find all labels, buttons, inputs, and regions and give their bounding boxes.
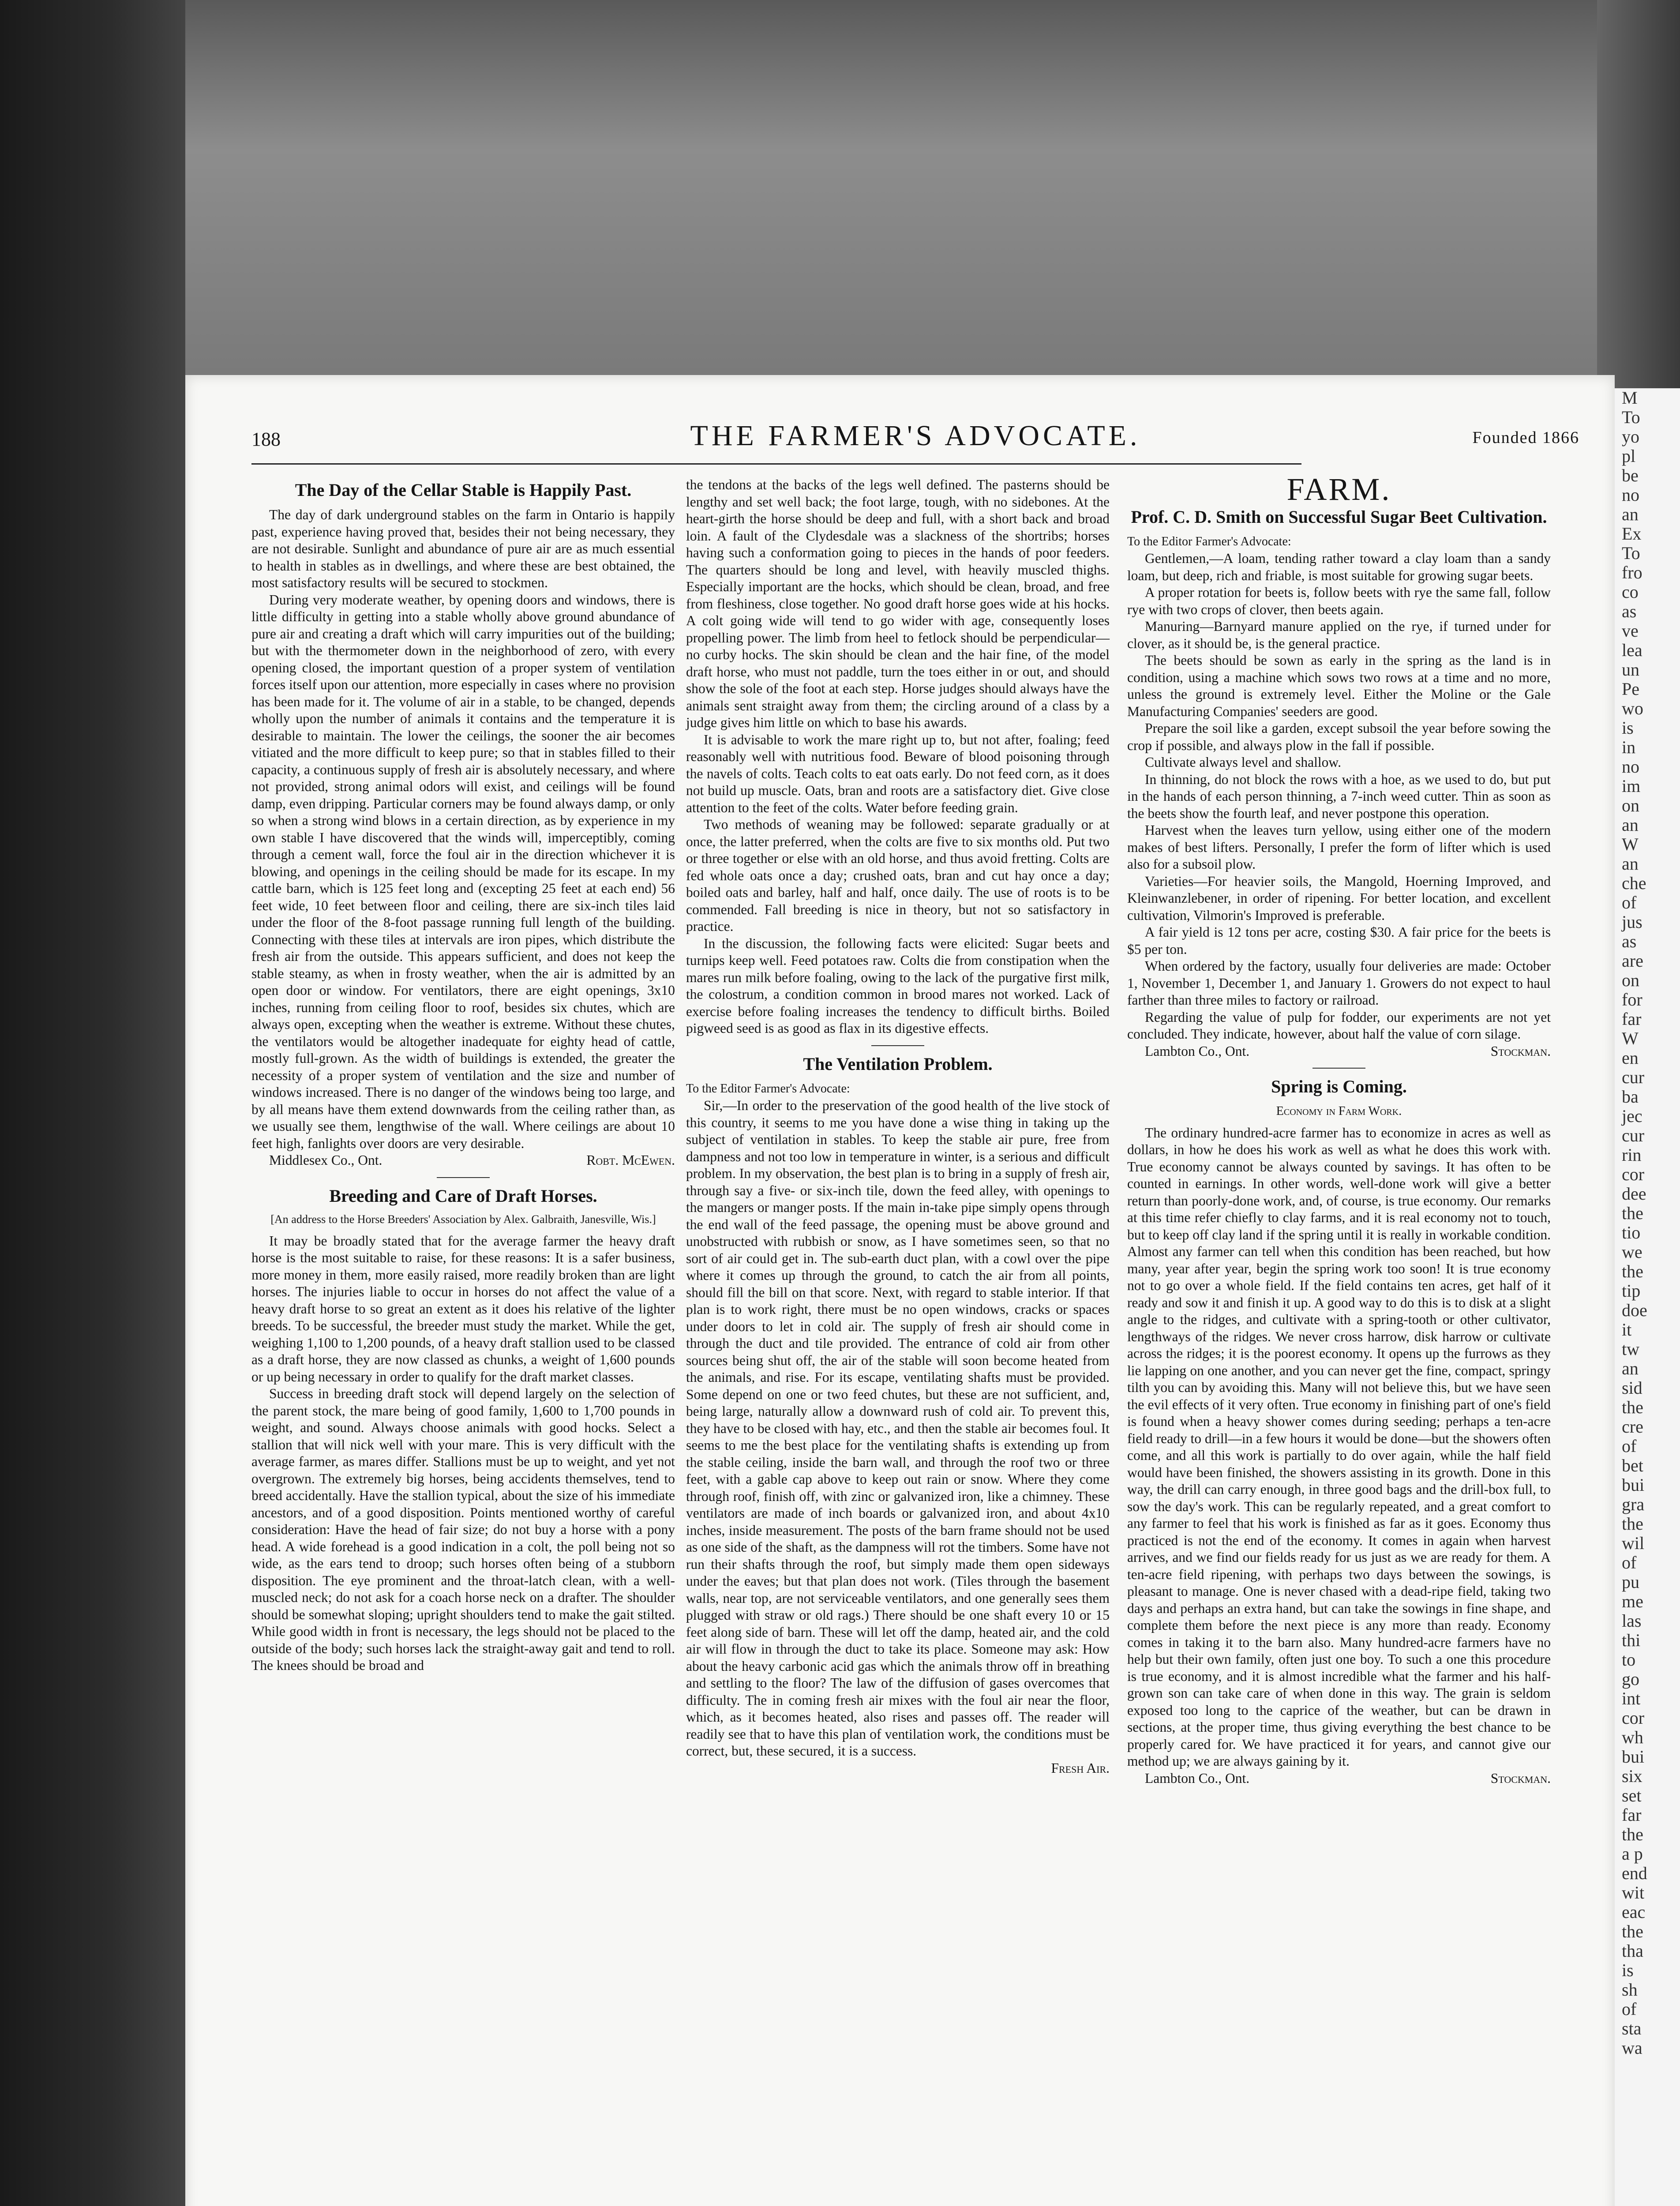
adjacent-page-fragment: en [1622,1048,1639,1068]
adjacent-page-fragment: on [1622,795,1639,815]
signature-line [251,1152,675,1169]
article-body-cellar-stable [251,506,675,1152]
page-number: 188 [251,428,281,450]
adjacent-page-fragment: wit [1622,1883,1645,1902]
article-body-sugar-beet [1127,550,1551,1043]
paragraph: Sir,—In order to the preservation of the good health of the live stock of this country, it seems to me you have done a wise thing in taking up the subject of ventilation in stables. To keep the stable air pure, free from dampness and not too low in temperature in winter, is a serious and difficult problem. In my observation, the best plan is to bring in a supply of fresh air, through say a five- or six-inch tile, down the feed alley, with openings to the mangers or manger posts. If the main in-take pipe simply opens through the end wall of the feed passage, the opening must be above ground and unobstructed with rubbish or snow, as I have sometimes seen, so that no sort of air could get in. The sub-earth duct plan, with a cowl over the pipe where it comes up through the ground, to catch the air from all points, should fill the bill on that score. Next, with regard to stable interior. If that plan is to work right, there must be no open windows, cracks or spaces under doors to let in cold air. The supply of fresh air should come in through the duct and tile provided. The entrance of cold air from other sources being shut off, the air of the stable will soon become heated from the animals, and rise. For its escape, ventilating shafts must be provided. Some depend on one or two feed chutes, but these are not sufficient, and, being large, naturally allow a downward rush of cold air. To prevent this, they have to be closed with hay, etc., and then the stable air becomes foul. It seems to me the best place for the ventilating shafts is extending up from the stable ceiling, inside the barn wall, and through the roof two or three feet, with a gable cap above to keep out rain or snow. Where they come through roof, finish off, with zinc or galvanized iron, like a chimney. These ventilators are made of inch boards or galvanized iron, and about 4x10 inches, inside measurement. The posts of the barn frame should not be used as one side of the shaft, as the dampness will rot the timbers. Some have not run their shafts through the roof, but simply made them open sideways under the eaves; but that plan does not work. (Tiles through the basement walls, near top, are not serviceable ventilators, and one generally sees them plugged with straw or old rags.) There should be one shaft every 10 or 15 feet along side of barn. These will let off the damp, heated air, and the cold air will flow in through the duct to take its place. Someone may ask: How about the heavy carbonic acid gas which the animals throw off in breathing and settling to the floor? The law of the diffusion of gases overcomes that difficulty. The in coming fresh air mixes with the foul air near the floor, which, as it becomes heated, also rises and passes off. The reader will readily see that to have this plan of ventilation work, the conditions must be correct, but, these secured, it is a success. [686,1098,1110,1759]
paragraph: Regarding the value of pulp for fodder, our experiments are not yet concluded. They indicate, however, about half the value of corn silage. [1127,1009,1551,1042]
signature-line [1127,1043,1551,1060]
letter-salutation: To the Editor Farmer's Advocate: [1127,534,1291,548]
adjacent-page-fragment: it [1622,1320,1632,1339]
adjacent-page-fragment: co [1622,582,1639,602]
paragraph: During very moderate weather, by opening doors and windows, there is little difficulty in getting into a stable wholly above ground abundance of pure air and creating a draft which will carry impurities out of the building; but with the thermometer down in the neighborhood of zero, with every opening closed, the important question of a proper system of ventilation forces itself upon our attention, more especially in cases where no provision has been made for it. The volume of air in a stable, to be changed, depends wholly upon the number of animals it contains and the temperature it is desirable to maintain. The lower the ceilings, the sooner the air becomes vitiated and the more difficult to keep pure; so that in stables filled to their capacity, a continuous supply of fresh air is absolutely necessary, and where not provided, strong animal odors will exist, and ceilings will be found damp, even dripping. Particular corners may be found always damp, or only so when a strong wind blows in a certain direction, as by experience in my own stable I have discovered that the winds will, imperceptibly, coming through a cement wall, force the foul air in the direction whichever it is blowing, and openings in the ceiling should be made for its escape. In my cattle barn, which is 125 feet long and (excepting 25 feet at each end) 56 feet wide, 10 feet between floor and ceiling, there are six-inch tiles laid under the floor of the 8-foot passage running full length of the building. Connecting with these tiles at intervals are iron pipes, which distribute the fresh air from the outside. This appears sufficient, and does not keep the stable steamy, as when in frosty weather, when the air is admitted by an open door or window. For ventilators, there are eight openings, 3x10 inches, running from ceiling floor to roof, besides six chutes, which are always open, excepting when the weather is extreme. Without these chutes, the ventilators would be altogether inadequate for eighty head of cattle, mostly full-grown. As the width of buildings is extended, the greater the necessity of a proper system of ventilation and the size and number of windows increased. There is no danger of the windows being too large, and by all means have them extend downwards from the ceiling rather than, as we usually see them, lengthwise of the wall. Where ceilings are about 10 feet high, fanlights over doors are very desirable. [251,592,675,1151]
adjacent-page-fragment: pu [1622,1572,1639,1592]
masthead: THE FARMER'S ADVOCATE. [690,420,1141,452]
adjacent-page-fragment: un [1622,660,1639,679]
adjacent-page-fragment: ba [1622,1087,1639,1107]
article-divider [437,1177,490,1178]
article-note: [An address to the Horse Breeders' Association by Alex. Galbraith, Janesville, Wis.] [270,1212,656,1226]
column-2 [686,476,1110,1777]
adjacent-page-fragment: in [1622,737,1636,757]
column-3 [1127,472,1551,1787]
adjacent-page-fragment: int [1622,1688,1641,1708]
adjacent-page-fragment: wa [1622,2038,1642,2058]
adjacent-page-fragment: cur [1622,1126,1645,1145]
adjacent-page-fragment: doe [1622,1300,1647,1320]
founded-date: Founded 1866 [1472,428,1579,447]
article-title-cellar-stable: The Day of the Cellar Stable is Happily Past. [295,480,632,500]
microfilm-border-top [0,0,1680,375]
adjacent-page-fragment: me [1622,1591,1643,1611]
adjacent-page-fragment: sid [1622,1378,1642,1398]
adjacent-page-fragment: the [1622,1261,1643,1281]
adjacent-page-fragment: tw [1622,1339,1639,1359]
adjacent-page-fragment: as [1622,931,1637,951]
adjacent-page-fragment: ve [1622,621,1639,641]
adjacent-page-fragment: the [1622,1203,1643,1223]
letter-salutation: To the Editor Farmer's Advocate: [686,1081,850,1095]
adjacent-page-fragment: tio [1622,1223,1641,1242]
adjacent-page-fragment: of [1622,1553,1637,1572]
paragraph: It may be broadly stated that for the average farmer the heavy draft horse is the most suitable to raise, for these reasons: It is a safer business, more money in them, more easily raised, more readily broken than are light horses. The injuries liable to occur in horses do not affect the value of a heavy draft horse to so great an extent as it does his relative of the lighter breeds. To be successful, the breeder must study the market. While the get, weighing 1,100 to 1,200 pounds, of a heavy draft stallion used to be classed as a draft horse, they are now classed as chunks, a weight of 1,600 pounds or up being necessary in order to qualify for the draft market classes. [251,1233,675,1384]
adjacent-page-fragment: an [1622,504,1639,524]
paragraph: In thinning, do not block the rows with a hoe, as we used to do, but put in the hands of each person thinning, a 7-inch weed cutter. Thin as soon as the beets show the fourth leaf, and never postpone this operation. [1127,771,1551,821]
adjacent-page-fragment: to [1622,1650,1636,1670]
signature-name: Robt. McEwen. [586,1152,675,1168]
adjacent-page-fragment: an [1622,854,1639,874]
adjacent-page-fragment: wil [1622,1533,1645,1553]
adjacent-page-fragment: is [1622,718,1634,738]
adjacent-page-fragment: are [1622,951,1643,971]
adjacent-page-fragment: Ex [1622,524,1642,544]
adjacent-page-fragment: of [1622,1999,1637,2019]
article-body-draft-horses-continued [686,476,1110,1037]
adjacent-page-fragment: jec [1622,1106,1642,1126]
paragraph: It is advisable to work the mare right up to, but not after, foaling; feed reasonably well with nutritious food. Beware of blood poisoning through the navels of colts. Teach colts to eat oats early. Do not feed corn, as it does not build up muscle. Oats, bran and roots are a satisfactory diet. Give close attention to the feet of the colts. Water before feeding grain. [686,732,1110,815]
paragraph: Harvest when the leaves turn yellow, using either one of the modern makes of best lifters. Personally, I prefer the form of lifter which is used also for a subsoil plow. [1127,822,1551,872]
signature-name: Fresh Air. [1051,1760,1110,1776]
paragraph: Prepare the soil like a garden, except subsoil the year before sowing the crop if possible, and always plow in the fall if possible. [1127,720,1551,753]
adjacent-page-fragment: To [1622,543,1640,563]
signature-place: Middlesex Co., Ont. [269,1152,382,1168]
article-title-draft-horses: Breeding and Care of Draft Horses. [329,1186,597,1206]
page-header [251,419,1579,459]
section-heading: FARM. [1286,472,1391,507]
adjacent-page-fragment: las [1622,1611,1642,1631]
signature-place: Lambton Co., Ont. [1145,1043,1250,1059]
adjacent-page-fragment: set [1622,1786,1642,1805]
adjacent-page-fragment: bui [1622,1475,1645,1495]
adjacent-page-fragment: six [1622,1766,1642,1786]
signature-name: Stockman. [1490,1770,1551,1786]
adjacent-page-fragment: W [1622,1028,1639,1048]
adjacent-page-fragment: of [1622,1436,1637,1456]
article-subtitle: Economy in Farm Work. [1276,1104,1402,1118]
adjacent-page-fragment: M [1622,388,1638,408]
adjacent-page-fragment: sta [1622,2018,1642,2038]
adjacent-page-fragment: cre [1622,1417,1643,1437]
adjacent-page-fragment: far [1622,1805,1642,1825]
adjacent-page-fragment: end [1622,1863,1647,1883]
adjacent-page-fragment: cor [1622,1708,1645,1728]
adjacent-page-fragment: yo [1622,427,1639,446]
adjacent-page-fragment: rin [1622,1145,1642,1165]
adjacent-page-edge [1615,388,1680,2206]
adjacent-page-fragment: go [1622,1669,1639,1689]
signature-place: Lambton Co., Ont. [1145,1770,1250,1786]
article-body-ventilation [686,1097,1110,1760]
adjacent-page-fragment: for [1622,990,1642,1009]
header-rule [251,463,1301,465]
adjacent-page-fragment: the [1622,1397,1643,1417]
adjacent-page-fragment: tha [1622,1941,1643,1961]
adjacent-page-fragment: on [1622,970,1639,990]
adjacent-page-fragment: dee [1622,1184,1646,1204]
adjacent-page-fragment: che [1622,873,1646,893]
column-1 [251,476,675,1674]
adjacent-page-fragment: an [1622,815,1639,835]
paragraph: The day of dark underground stables on the farm in Ontario is happily past, experience having proved that, besides their not being necessary, they are not desirable. Sunlight and abundance of pure air are as much essential to health in stables as in dwellings, and where these are best obtained, the most satisfactory results will be secured to stockmen. [251,507,675,590]
adjacent-page-fragment: we [1622,1242,1642,1262]
newspaper-page [185,375,1615,2206]
adjacent-page-fragment: as [1622,601,1637,621]
adjacent-page-fragment: the [1622,1921,1643,1941]
adjacent-page-fragment: pl [1622,446,1636,466]
adjacent-page-fragment: be [1622,465,1639,485]
adjacent-page-fragment: is [1622,1960,1634,1980]
adjacent-page-fragment: an [1622,1358,1639,1378]
adjacent-page-fragment: W [1622,834,1639,854]
paragraph: In the discussion, the following facts were elicited: Sugar beets and turnips keep well. Feed potatoes raw. Colts die from constipation when the mares run milk before foaling, owing to the lack of the purgative first milk, the colostrum, a condition common in brood mares not worked. Lack of exercise before foaling increases the tendency to difficult births. Boiled pigweed seed is as good as flax in its digestive effects. [686,935,1110,1036]
paragraph: The ordinary hundred-acre farmer has to economize in acres as well as dollars, in how he does his work as well as what he does this work with. True economy cannot be always counted by savings. It has often to be counted in earnings. In other words, well-done work will give a better return than poorly-done work, and, of course, is true economy. Our remarks at this time refer chiefly to clay farms, and it is real economy not to touch, but to keep off clay land if the spring until it is really in workable condition. Almost any farmer can tell when this condition has been reached, but how many, year after year, begin the spring work too soon! It is true economy not to go over a whole field. If the field contains ten acres, get half of it ready and sow it and finish it up. A good way to do this is to disk at a slight angle to the ridges, and cultivate with a spring-tooth or other cultivator, lengthways of the ridges. We never cross harrow, disk harrow or cultivate across the ridges; it is the poorest economy. It opens up the furrows as they lie lapping on one another, and you can never get the fine, compact, springy tilth you can by avoiding this. Many will not believe this, but we have seen the evil effects of it very often. True economy in finishing part of one's field is found when a heavy shower comes during seeding; perhaps a ten-acre field ready to drill—in a few hours it would be done—but the showers often come, and all this work is partially to do over again, while the half field would have been finished, the showers assisting in its growth. Done in this way, the drill can carry enough, in three good bags and the drill-box full, to sow the day's work. This can be regularly repeated, and a great comfort to any farmer to feel that his work is finished as far as it goes. Economy thus practiced is not the end of the economy. It comes in again when harvest arrives, and we find our fields ready for us just as we are ready for them. A ten-acre field ripening, with perhaps two days between the sowings, is pleasant to manage. One is never chased with a dead-ripe field, taking two days and perhaps an extra hand, but can take the sowings in fine shape, and complete them before the next piece is any more than ready. Economy comes in taking it to the barn also. Many hundred-acre farmers have no help but their own family, often just one boy. To such a one this procedure is true economy, and it is almost incredible what the farmer and his half-grown son can take care of when done in this way. The grain is seldom exposed too long to the caprice of the weather, but can be drawn in sections, at the proper time, thus giving everything the best chance to be properly cared for. We have practiced it for years, and cannot give our method up; we are always gaining by it. [1127,1125,1551,1769]
paragraph: Gentlemen,—A loam, tending rather toward a clay loam than a sandy loam, but deep, rich and friable, is most suitable for growing sugar beets. [1127,551,1551,583]
signature-line [1127,1770,1551,1787]
adjacent-page-fragment: bui [1622,1747,1645,1767]
paragraph: A fair yield is 12 tons per acre, costing $30. A fair price for the beets is $5 per ton. [1127,924,1551,957]
paragraph: Cultivate always level and shallow. [1145,754,1341,770]
adjacent-page-fragment: fro [1622,563,1642,582]
paragraph: Success in breeding draft stock will depend largely on the selection of the parent stock, the mare being of good family, 1,600 to 1,700 pounds in weight, and sound. Always choose animals with good hocks. Select a stallion that will nick well with your mare. This is very difficult with the average farmer, as mares differ. Stallions must be up to weight, and yet not overgrown. The extremely big horses, being accidents themselves, tend to breed accidentally. Have the stallion typical, about the size of his immediate ancestors, and of a good disposition. Points mentioned worthy of careful consideration: Have the head of fair size; do not buy a horse with a pony head. A wide forehead is a good indication in a colt, the poll being not so wide, as the ears tend to droop; such horses often being of a stubborn disposition. The eye prominent and the throat-latch clean, with a well-muscled neck; do not ask for a coach horse neck on a drafter. The shoulder should be somewhat sloping; upright shoulders tend to make the gait stilted. While good width in front is necessary, the legs should not be placed to the outside of the body; such horses lack the straight-away gait and tend to roll. The knees should be broad and [251,1386,675,1673]
adjacent-page-fragment: thi [1622,1630,1641,1650]
adjacent-page-fragment: the [1622,1824,1643,1844]
paragraph: When ordered by the factory, usually four deliveries are made: October 1, November 1, December 1, and January 1. Growers do not expect to haul farther than three miles to factory or railroad. [1127,958,1551,1008]
adjacent-page-fragment: bet [1622,1456,1643,1475]
paragraph: A proper rotation for beets is, follow beets with rye the same fall, follow rye with two crops of clover, then beets again. [1127,585,1551,617]
paragraph: the tendons at the backs of the legs well defined. The pasterns should be lengthy and set well back; the foot large, tough, with no sidebones. At the heart-girth the horse should be deep and full, with a short back and broad loin. A fault of the Clydesdale was a slackness of the shortribs; horses having such a conformation going to pieces in the hands of poor feeders. The quarters should be long and level, with heavily muscled thighs. Especially important are the hocks, which should be clean, broad, and free from fleshiness, close together. No good draft horse goes wide at his hocks. A colt going wide will tend to go wider with age, consequently loses propelling power. The limb from heel to fetlock should be perpendicular—no curby hocks. The skin should be clean and the hair fine, of the model draft horse, who must not paddle, turn the toes either in or out, and should show the sole of the foot at each step. Horse judges should always have the animals sent straight away from them; the circling around of a class by a judge gives him little on which to base his awards. [686,477,1110,730]
adjacent-page-fragment: gra [1622,1494,1645,1514]
microfilm-border-left [0,0,185,2206]
adjacent-page-fragment: cor [1622,1164,1645,1184]
signature-name: Stockman. [1490,1043,1551,1059]
article-title-ventilation: The Ventilation Problem. [803,1054,993,1074]
article-title-spring: Spring is Coming. [1271,1077,1407,1096]
adjacent-page-fragment: wh [1622,1727,1643,1747]
article-body-draft-horses [251,1233,675,1674]
adjacent-page-fragment: jus [1622,912,1642,932]
adjacent-page-fragment: eac [1622,1902,1646,1922]
article-body-spring [1127,1125,1551,1770]
adjacent-page-fragment: im [1622,776,1641,796]
paragraph: Varieties—For heavier soils, the Mangold, Hoerning Improved, and Kleinwanzlebener, in order of ripening. For better location, and excellent cultivation, Vilmorin's Improved is preferable. [1127,873,1551,923]
article-title-sugar-beet: Prof. C. D. Smith on Successful Sugar Beet Cultivation. [1131,506,1547,527]
adjacent-page-fragment: no [1622,757,1639,777]
adjacent-page-fragment: Pe [1622,679,1639,699]
paragraph: Manuring—Barnyard manure applied on the rye, if turned under for clover, as it should be, is the general practice. [1127,619,1551,651]
adjacent-page-fragment: of [1622,893,1637,912]
adjacent-page-fragment: a p [1622,1844,1643,1864]
paragraph: The beets should be sown as early in the spring as the land is in condition, using a machine which sows two rows at a time and no more, unless the ground is extremely level. Either the Moline or the Gale Manufacturing Companies' seeders are good. [1127,653,1551,719]
article-divider [871,1045,924,1046]
adjacent-page-fragment: far [1622,1009,1642,1029]
article-divider [1312,1068,1365,1069]
adjacent-page-fragment: cur [1622,1067,1645,1087]
adjacent-page-fragment: no [1622,485,1639,505]
paragraph: Two methods of weaning may be followed: separate gradually or at once, the latter preferred, when the colts are five to six months old. Put two or three together or else with an old horse, and thus avoid fretting. Colts are fed whole oats once a day; crushed oats, bran and cut hay once a day; boiled oats and barley, half and half, once daily. The use of roots is to be commended. Fall breeding is nice in theory, but not so satisfactory in practice. [686,817,1110,934]
adjacent-page-fragment: the [1622,1514,1643,1534]
adjacent-page-fragment: wo [1622,698,1643,718]
adjacent-page-fragment: lea [1622,640,1642,660]
adjacent-page-fragment: To [1622,407,1640,427]
adjacent-page-fragment: sh [1622,1980,1638,2000]
adjacent-page-fragment: tip [1622,1281,1641,1301]
